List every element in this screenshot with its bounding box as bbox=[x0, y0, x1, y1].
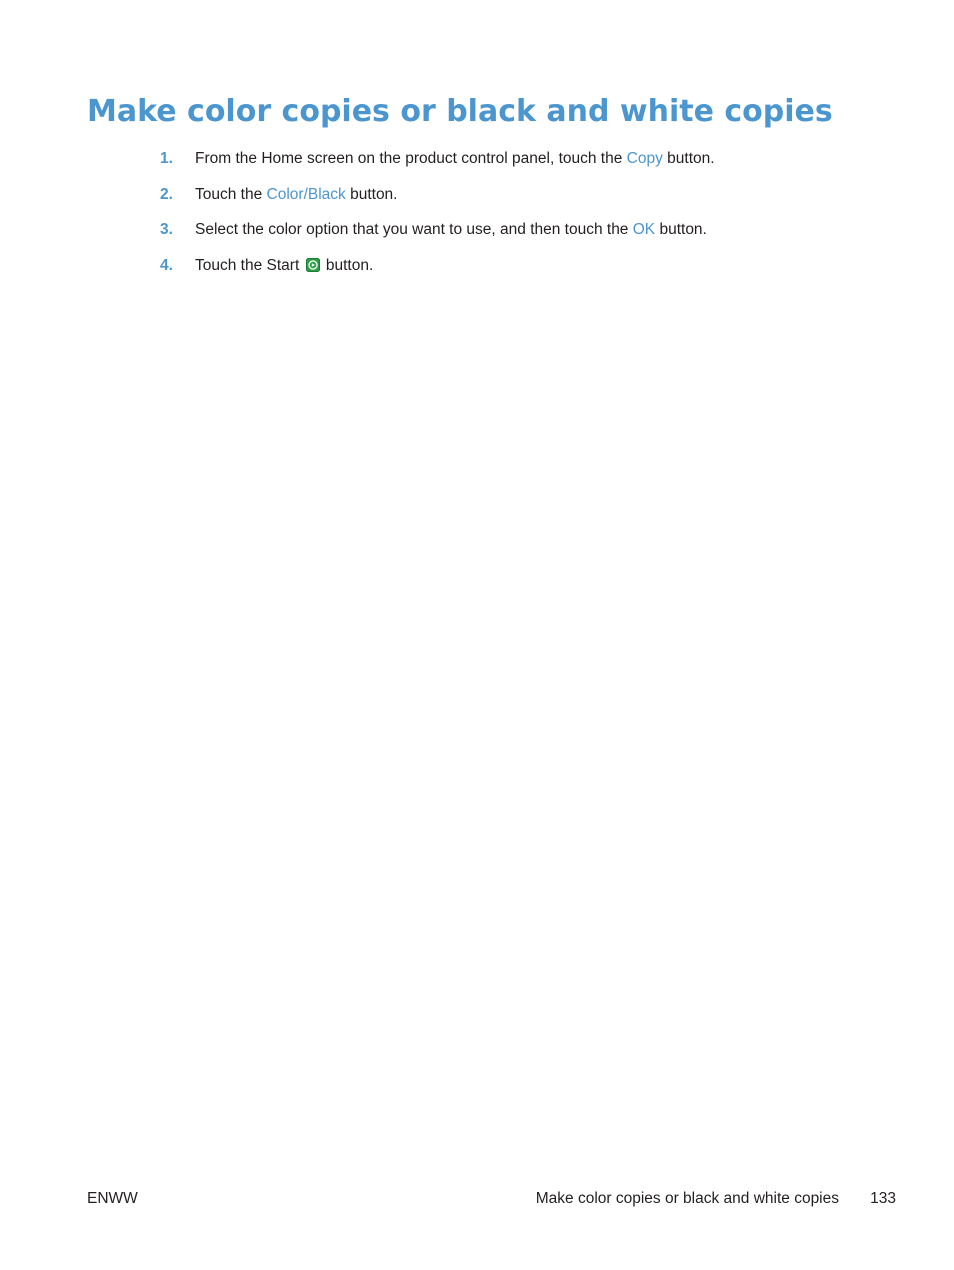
ok-button-label: OK bbox=[632, 221, 656, 238]
step-item bbox=[160, 253, 920, 289]
step-text bbox=[195, 217, 707, 243]
step-text bbox=[195, 253, 373, 279]
steps-list bbox=[160, 146, 920, 288]
footer-edition: ENWW bbox=[87, 1190, 138, 1207]
step-text-before: Touch the bbox=[195, 185, 267, 203]
step-item bbox=[160, 182, 920, 218]
step-item bbox=[160, 217, 920, 253]
color-black-button-label: Color/Black bbox=[266, 185, 346, 203]
step-text-before: From the Home screen on the product control panel, touch the bbox=[195, 150, 627, 167]
step-text-after: button. bbox=[655, 221, 707, 238]
step-number: 3. bbox=[160, 221, 173, 238]
step-text-after: button. bbox=[345, 185, 398, 203]
step-text-before: Select the color option that you want to use, and then touch the bbox=[195, 221, 633, 238]
step-item bbox=[160, 146, 920, 182]
step-number: 2. bbox=[160, 185, 173, 203]
step-text-after: button. bbox=[321, 256, 374, 274]
step-text-before: Touch the Start bbox=[195, 256, 304, 274]
step-text bbox=[195, 146, 715, 172]
start-icon bbox=[306, 255, 320, 269]
page-title: Make color copies or black and white copies bbox=[87, 94, 833, 129]
step-number: 4. bbox=[160, 256, 173, 274]
step-text bbox=[195, 182, 398, 208]
footer-page-number: 133 bbox=[870, 1190, 896, 1207]
step-number: 1. bbox=[160, 150, 173, 167]
step-text-after: button. bbox=[662, 150, 715, 167]
footer-section-title: Make color copies or black and white copies bbox=[535, 1190, 839, 1207]
copy-button-label: Copy bbox=[626, 150, 663, 167]
page-footer bbox=[0, 1187, 954, 1211]
